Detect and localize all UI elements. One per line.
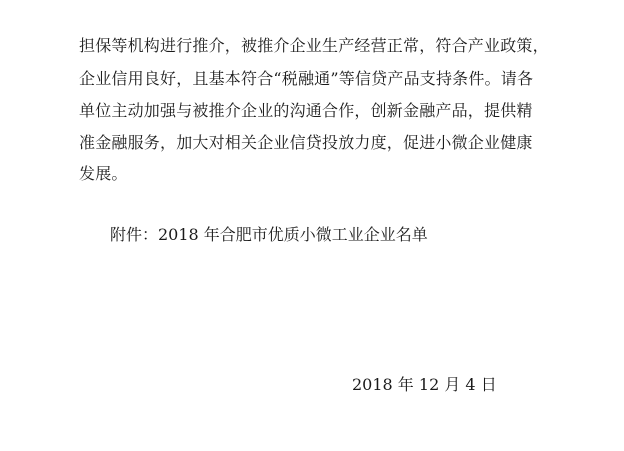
body-text-line: 单位主动加强与被推介企业的沟通合作，创新金融产品，提供精: [79, 101, 533, 120]
document-date: 2018 年 12 月 4 日: [352, 375, 497, 394]
attachment-note: 附件：2018 年合肥市优质小微工业企业名单: [110, 225, 428, 244]
body-text-line: 发展。: [79, 164, 128, 183]
body-text-line: 担保等机构进行推介，被推介企业生产经营正常，符合产业政策，: [79, 36, 549, 55]
body-text-line: 准金融服务，加大对相关企业信贷投放力度，促进小微企业健康: [79, 133, 533, 152]
body-text-line: 企业信用良好，且基本符合“税融通”等信贷产品支持条件。请各: [79, 69, 534, 88]
